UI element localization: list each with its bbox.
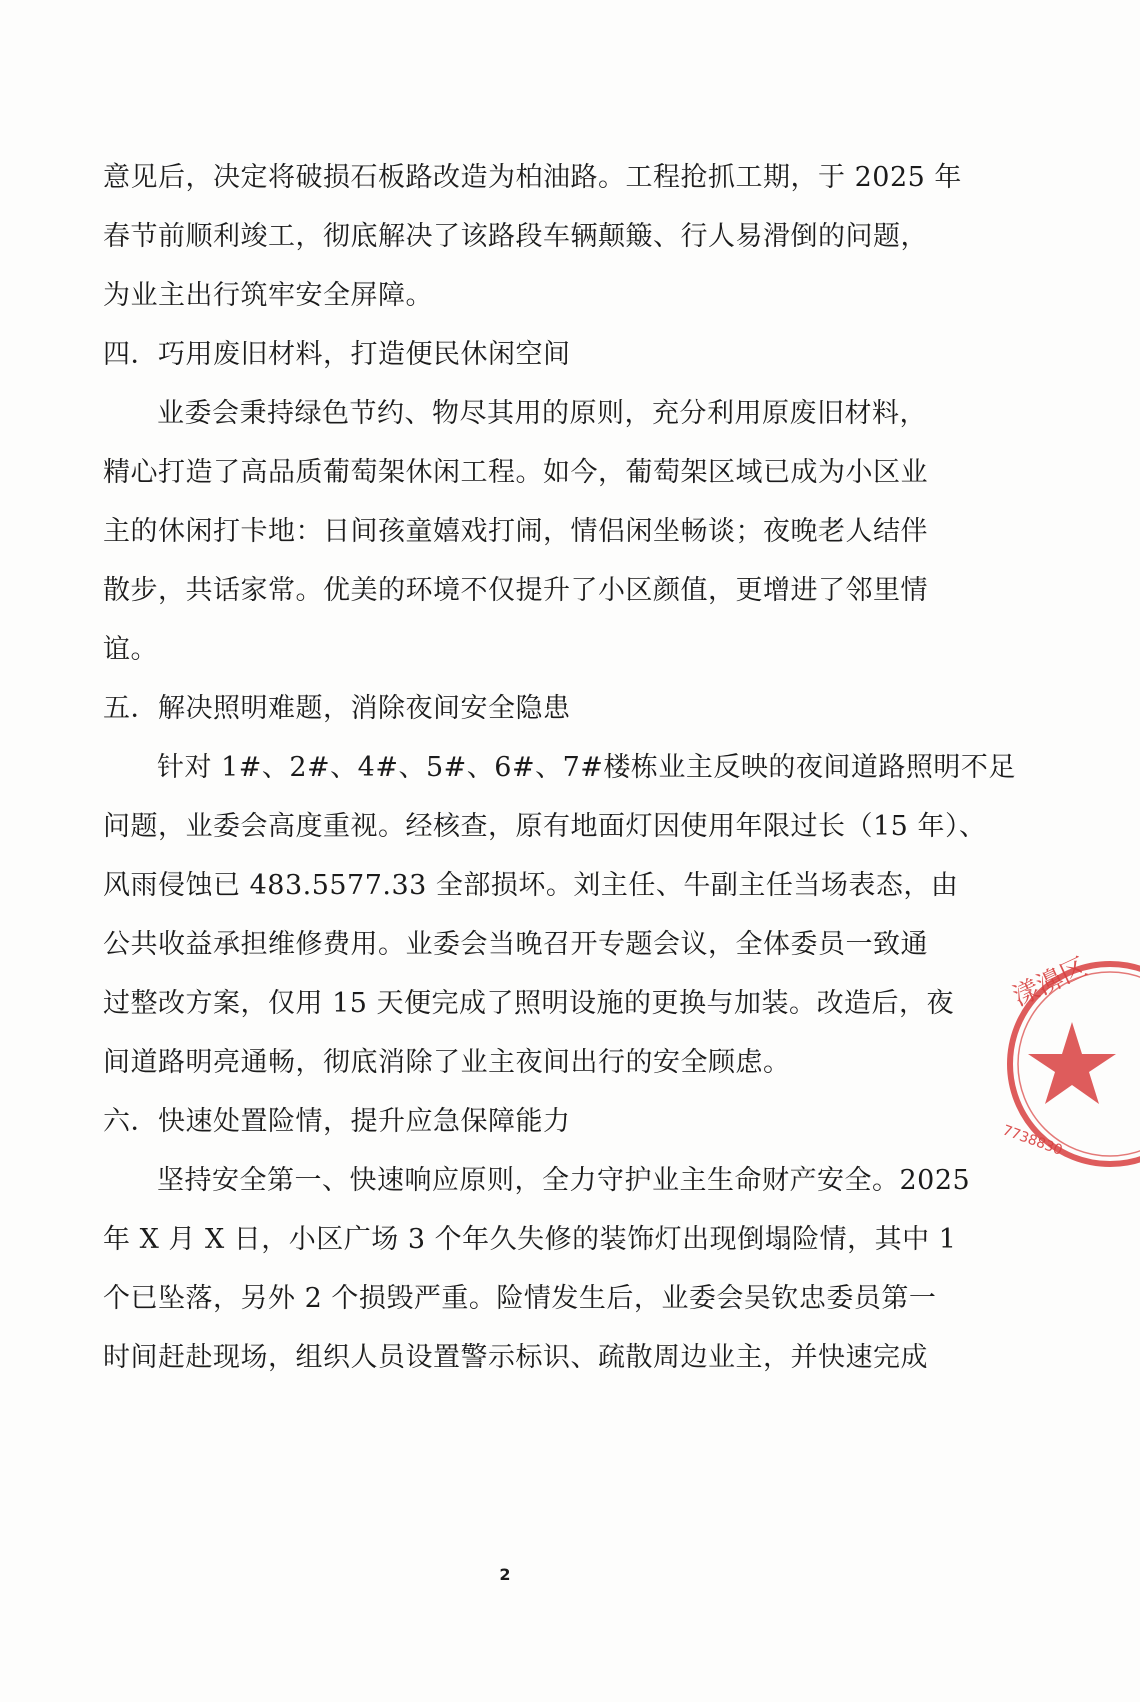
section-heading: 五．解决照明难题，消除夜间安全隐患	[103, 693, 571, 724]
text-line: 意见后，决定将破损石板路改造为柏油路。工程抢抓工期，于 2025 年	[103, 162, 962, 193]
text-line: 坚持安全第一、快速响应原则，全力守护业主生命财产安全。2025	[157, 1165, 971, 1196]
text-line: 间道路明亮通畅，彻底消除了业主夜间出行的安全顾虑。	[103, 1047, 791, 1078]
seal-star-icon	[1028, 1022, 1116, 1104]
section-heading: 四．巧用废旧材料，打造便民休闲空间	[103, 339, 571, 370]
seal-top-text: 漾濞区	[1008, 952, 1092, 1013]
text-line: 年 X 月 X 日，小区广场 3 个年久失修的装饰灯出现倒塌险情，其中 1	[103, 1224, 957, 1255]
text-line: 为业主出行筑牢安全屏障。	[103, 280, 433, 311]
official-seal-stamp	[1000, 944, 1140, 1194]
seal-bottom-text: 7738830	[1000, 1122, 1065, 1159]
text-line: 针对 1#、2#、4#、5#、6#、7#楼栋业主反映的夜间道路照明不足	[157, 752, 1016, 783]
text-line: 业委会秉持绿色节约、物尽其用的原则，充分利用原废旧材料，	[157, 398, 927, 429]
page-number: 2	[499, 1565, 511, 1584]
text-line: 个已坠落，另外 2 个损毁严重。险情发生后，业委会吴钦忠委员第一	[103, 1283, 937, 1314]
text-line: 精心打造了高品质葡萄架休闲工程。如今，葡萄架区域已成为小区业	[103, 457, 928, 488]
text-line: 过整改方案，仅用 15 天便完成了照明设施的更换与加装。改造后，夜	[103, 988, 955, 1019]
text-line: 谊。	[103, 634, 158, 665]
text-line: 问题，业委会高度重视。经核查，原有地面灯因使用年限过长（15 年）、	[103, 811, 987, 842]
text-line: 公共收益承担维修费用。业委会当晚召开专题会议，全体委员一致通	[103, 929, 928, 960]
text-line: 春节前顺利竣工，彻底解决了该路段车辆颠簸、行人易滑倒的问题，	[103, 221, 928, 252]
text-line: 时间赶赴现场，组织人员设置警示标识、疏散周边业主，并快速完成	[103, 1342, 928, 1373]
text-line: 风雨侵蚀已 483.5577.33 全部损坏。刘主任、牛副主任当场表态，由	[103, 870, 959, 901]
text-line: 主的休闲打卡地：日间孩童嬉戏打闹，情侣闲坐畅谈；夜晚老人结伴	[103, 516, 928, 547]
section-heading: 六．快速处置险情，提升应急保障能力	[103, 1106, 571, 1137]
text-line: 散步，共话家常。优美的环境不仅提升了小区颜值，更增进了邻里情	[103, 575, 928, 606]
